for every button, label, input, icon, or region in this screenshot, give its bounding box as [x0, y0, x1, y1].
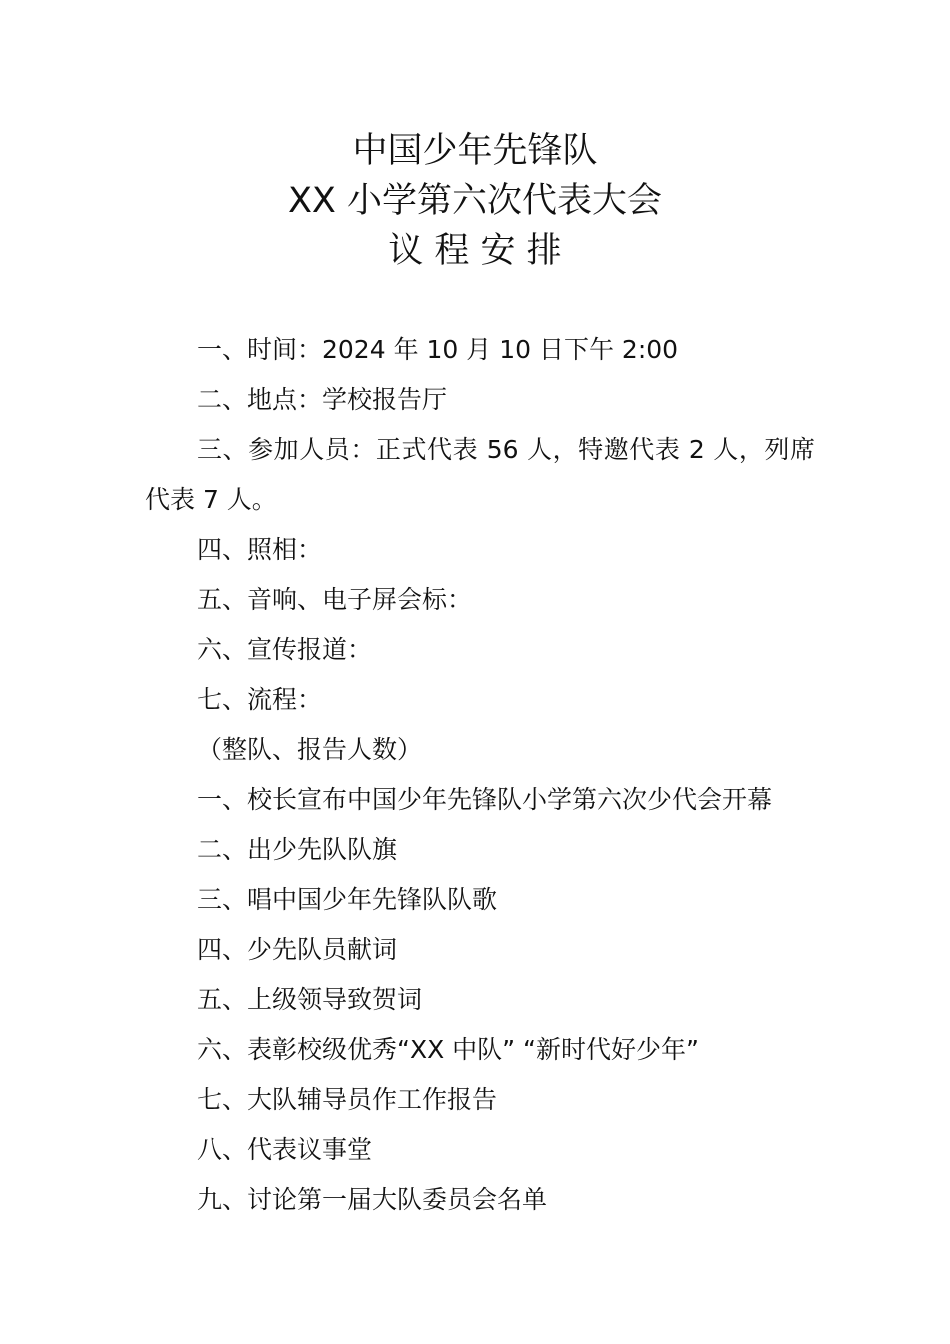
agenda-item: 三、唱中国少年先锋队队歌	[197, 885, 498, 914]
document-title	[0, 126, 950, 276]
agenda-item: 四、少先队员献词	[197, 935, 398, 964]
paragraph-time: 一、时间：2024 年 10 月 10 日下午 2:00	[197, 335, 679, 364]
paragraph-procedure: 七、流程：	[197, 685, 323, 714]
agenda-item: 七、大队辅导员作工作报告	[197, 1085, 498, 1114]
paragraph-assembly: （整队、报告人数）	[197, 735, 423, 764]
agenda-item: 九、讨论第一届大队委员会名单	[197, 1185, 548, 1214]
paragraph-publicity: 六、宣传报道：	[197, 635, 373, 664]
paragraph-audio-screen: 五、音响、电子屏会标：	[197, 585, 473, 614]
agenda-item: 一、校长宣布中国少年先锋队小学第六次少代会开幕	[197, 785, 773, 814]
agenda-item: 二、出少先队队旗	[197, 835, 398, 864]
title-line-organization: 中国少年先锋队	[352, 131, 598, 171]
document-body	[145, 325, 815, 1225]
paragraph-attendees: 三、参加人员：正式代表 56 人，特邀代表 2 人，列席代表 7 人。	[145, 435, 815, 514]
title-line-agenda: 议 程 安 排	[388, 231, 562, 271]
agenda-item: 五、上级领导致贺词	[197, 985, 423, 1014]
paragraph-location: 二、地点：学校报告厅	[197, 385, 448, 414]
agenda-item: 六、表彰校级优秀“XX 中队” “新时代好少年”	[197, 1035, 699, 1064]
paragraph-photo: 四、照相：	[197, 535, 323, 564]
agenda-item: 八、代表议事堂	[197, 1135, 373, 1164]
title-line-congress: XX 小学第六次代表大会	[287, 181, 663, 221]
